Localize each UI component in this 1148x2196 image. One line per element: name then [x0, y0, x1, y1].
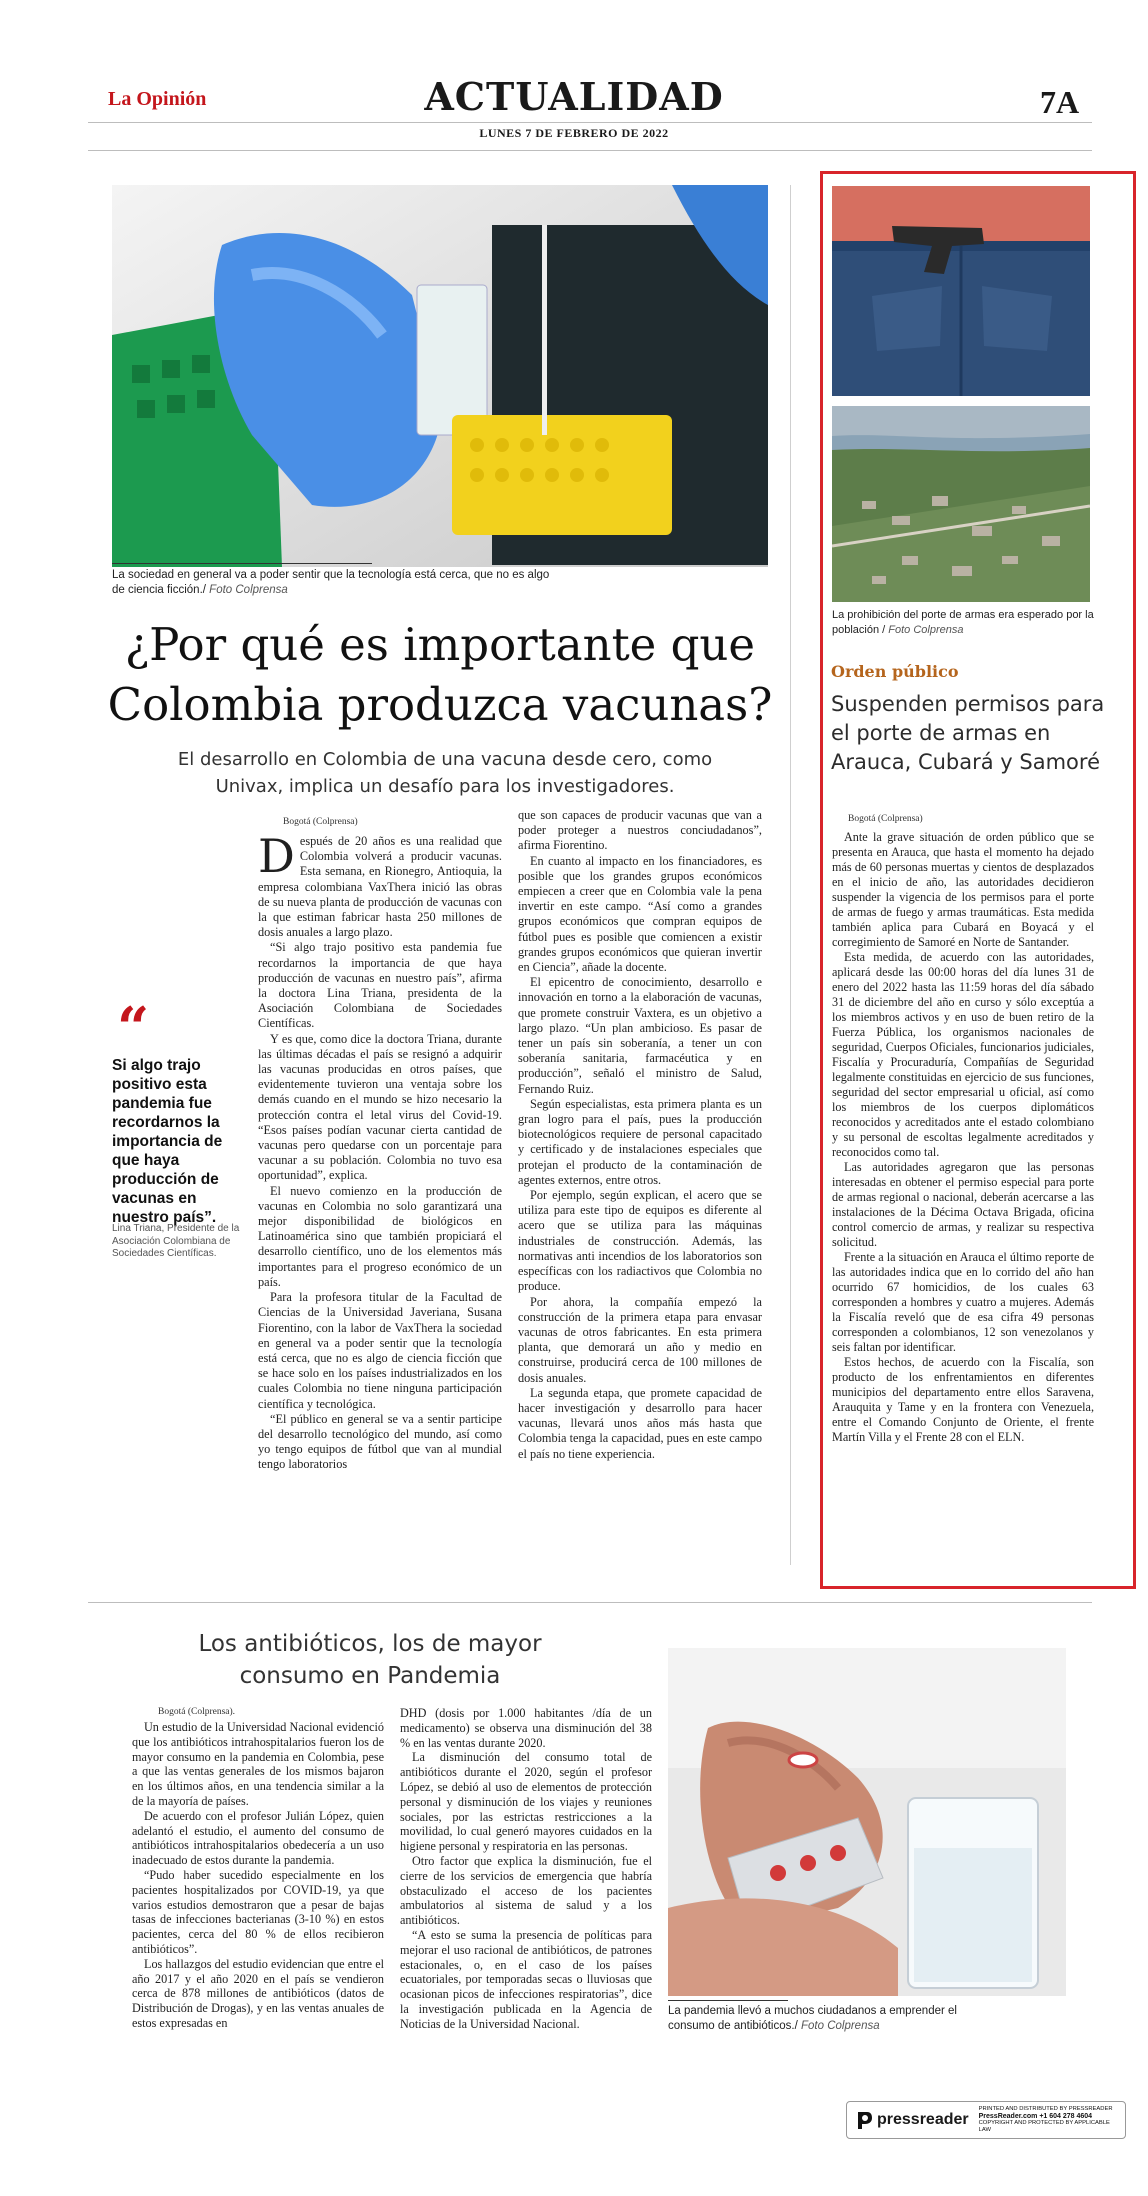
- bottom-column-2: [400, 1706, 652, 2032]
- paragraph: Para la profesora titular de la Facultad de Ciencias de la Universidad Javeriana, Susana Fiorentino, con la labor de VaxThera la sociedad en general va a poder sentir que la tecnología está cerca, que no es algo de ciencia ficción que se hace solo en los países industrializados en los cuales Colombia no tiene ninguna participación científica y tecnológica.: [258, 1290, 502, 1411]
- quote-mark-icon: “: [117, 995, 150, 1061]
- fineprint-line: COPYRIGHT AND PROTECTED BY APPLICABLE LAW: [978, 2120, 1110, 2133]
- paragraph: “A esto se suma la presencia de políticas para mejorar el uso racional de antibióticos, de patrones estacionales, o, en el caso de los países ecuatoriales, por temporadas secas o lluviosas que ocasionan picos de infecciones respiratorias”, dice la investigación publicada en la Agencia de Noticias de la Universidad Nacional.: [400, 1927, 652, 2031]
- bottom-section-rule: [88, 1602, 1092, 1603]
- paragraph: Esta medida, de acuerdo con las autoridades, aplicará desde las 00:00 horas del día lunes 31 de enero del 2022 hasta las 11:59 horas del día sábado 31 de diciembre del año en curso y sólo exceptúa a los miembros activos y en uso de buen retiro de la Fuerza Pública, los organismos nacionales de seguridad, Cuerpos Oficiales, funcionarios judiciales, Fiscalía y Procuraduría, Compañías de Seguridad legalmente constituidas en ejercicio de sus funciones, seguridad del sector empresarial u oficial, así como los miembros de los cuerpos diplomáticos reconocidos y acreditados ante el estado colombiano y su personal de escoltas legalmente acreditados y reconocidos como tal.: [832, 950, 1094, 1159]
- caption-credit: Foto Colprensa: [800, 2020, 880, 2032]
- caption-text: La pandemia llevó a muchos ciudadanos a emprender el consumo de antibióticos./: [668, 2005, 957, 2032]
- paragraph: Por ahora, la compañía empezó la construcción de la primera etapa para envasar vacunas de otros fabricantes. En esta primera planta, que demorará un año y medio en construirse, producirá cerca de 100 millones de dosis anuales.: [518, 1294, 762, 1385]
- paragraph: “Pudo haber sucedido especialmente en los pacientes hospitalizados por COVID-19, ya que varios estudios demostraron que a pesar de bajas tasas de infecciones bacterianas (3-10 %) en estos pacientes, cerca del 80 % de ellos recibieron antibióticos”.: [132, 1867, 384, 1956]
- bottom-headline: Los antibióticos, los de mayor consumo en Pandemia: [198, 1631, 542, 1689]
- caption-text: La prohibición del porte de armas era esperado por la población /: [832, 609, 1094, 636]
- article-byline: Bogotá (Colprensa): [283, 817, 358, 827]
- paragraph: La segunda etapa, que promete capacidad de hacer investigación y desarrollo para hacer vacunas, llevará unos años más hasta que Colombia tenga la capacidad, pues en este campo el país no tiene experiencia.: [518, 1385, 762, 1461]
- sidebar-byline: Bogotá (Colprensa): [848, 814, 923, 824]
- pull-quote-attribution: Lina Triana, Presidente de la Asociación Colombiana de Sociedades Científicas.: [112, 1223, 240, 1259]
- paragraph: El nuevo comienzo en la producción de vacunas en Colombia no solo garantizará una mejor disponibilidad de biológicos en Latinoamérica sino que también propiciará el desarrollo científico, uno de los elementos más importantes para el progreso económico de un país.: [258, 1183, 502, 1289]
- paragraph: El epicentro de conocimiento, desarrollo e innovación en torno a la elaboración de vacunas, que promete construir Vaxtera, es un objetivo a largo plazo. “Un plan ambicioso. Es pasar de tener un país sin soberanía, a tener un con soberanía sanitaria, farmacéutica y en producción”, señaló el ministro de Salud, Fernando Ruiz.: [518, 975, 762, 1096]
- section-title: ACTUALIDAD: [424, 74, 724, 119]
- paragraph: En cuanto al impacto en los financiadores, es posible que los grandes grupos económicos empiecen a creer que en Colombia vale la pena invertir en este campo. “Así como a grandes grupos económicos que compran equipos de fútbol pues es posible que comiencen a existir grandes grupos económicos que quieran invertir en Ciencia”, añade la docente.: [518, 853, 762, 975]
- pills-photo-caption: [668, 2004, 968, 2034]
- brand-logo: La Opinión: [108, 88, 207, 110]
- paragraph: Frente a la situación en Arauca el último reporte de las autoridades indica que en lo corrido del año han ocurrido 67 homicidios, de los cuales 63 corresponden a hombres y cuatro a mujeres. Además la Fiscalía reveló que de esa cifra 49 personas corresponden a colombianos, 12 son venezolanos y seis faltan por identificar.: [832, 1250, 1094, 1354]
- bottom-column-1: [132, 1720, 384, 2031]
- paragraph: Otro factor que explica la disminución, fue el cierre de los servicios de emergencia que habría obstaculizado el acceso de los pacientes ambulatorios al sistema de salud y a los antibióticos.: [400, 1853, 652, 1928]
- paragraph: DHD (dosis por 1.000 habitantes /día de un medicamento) se observa una disminución del 38 % en las ventas durante 2020.: [400, 1706, 652, 1750]
- sidebar-photo-caption: [832, 608, 1094, 638]
- pull-quote: Si algo trajo positivo esta pandemia fue recordarnos la importancia de que haya producción de vacunas en nuestro país”.: [112, 1057, 223, 1226]
- gun-photo: [832, 186, 1090, 396]
- drop-cap: D: [258, 829, 295, 883]
- pressreader-logo: [855, 2110, 969, 2130]
- paragraph: Un estudio de la Universidad Nacional evidenció que los antibióticos intrahospitalarios fueron los de mayor consumo en la pandemia en Colombia, pese a que las ventas generales de los mismos bajaron en los últimos años, en una tendencia similar a la de la mayoría de países.: [132, 1720, 384, 1808]
- paragraph: La disminución del consumo total de antibióticos durante el 2020, según el profesor López, se debió al uso de elementos de protección personal y disminución de los viajes y reuniones sociales, por las estrictas restricciones a la movilidad, lo cual generó mayores cuidados en la higiene personal y respiratoria en las personas.: [400, 1750, 652, 1854]
- pressreader-badge: [846, 2101, 1126, 2139]
- page-number: 7A: [1040, 84, 1080, 120]
- issue-date: LUNES 7 DE FEBRERO DE 2022: [479, 126, 669, 140]
- paragraph: que son capaces de producir vacunas que van a poder proteger a nuestros conciudadanos”, afirma Fiorentino.: [518, 808, 762, 853]
- caption-rule: [112, 563, 372, 564]
- paragraph: Según especialistas, esta primera planta es un gran logro para el país, pues la producción biotecnológicos requiere de personal capacitado y certificado y de instalaciones especiales que protejan el producto de la contaminación de agentes externos, entre otros.: [518, 1096, 762, 1187]
- column-divider: [790, 185, 791, 1565]
- aerial-town-photo: [832, 406, 1090, 602]
- pressreader-logo-text: pressreader: [877, 2111, 969, 2128]
- fineprint-line: PRINTED AND DISTRIBUTED BY PRESSREADER: [978, 2106, 1113, 2112]
- article-column-1: [258, 829, 502, 1473]
- pressreader-fineprint: [979, 2106, 1117, 2134]
- paragraph: “El público en general se va a sentir participe del desarrollo tecnológico del mundo, así como yo tengo equipos de fútbol que van al mundial tengo laboratorios: [258, 1411, 502, 1472]
- paragraph: espués de 20 años es una realidad que Colombia volverá a producir vacunas. Esta semana, en Rionegro, Antioquia, la empresa colombiana VaxThera inició las obras de su nueva planta de producción de vacunas con la que estiman fabricar hasta 250 millones de dosis anuales a largo plazo.: [258, 834, 502, 940]
- article-headline: ¿Por qué es importante que Colombia produzca vacunas?: [107, 618, 773, 731]
- article-subhead: El desarrollo en Colombia de una vacuna desde cero, como Univax, implica un desafío para los investigadores.: [177, 749, 713, 797]
- main-photo-caption: [112, 568, 552, 598]
- masthead-rule: [88, 122, 1092, 123]
- pressreader-icon: [855, 2110, 873, 2130]
- paragraph: Ante la grave situación de orden público que se presenta en Arauca, que hasta el momento ha dejado más de 60 personas muertas y cientos de desplazados en el inicio de año, las autoridades decidieron suspender la vigencia de los permisos para el porte de armas de fuego y armas traumáticas. Esta medida también aplica para Cubará en Boyacá y el corregimiento de Samoré en Norte de Santander.: [832, 830, 1094, 949]
- paragraph: Por ejemplo, según explican, el acero que se utiliza para este tipo de equipos es diferente al acero que se utiliza para las máquinas industriales de construcción. Además, las normativas anti incendios de los laboratorios son específicas con los radiactivos que Colombia no produce.: [518, 1188, 762, 1294]
- paragraph: Estos hechos, de acuerdo con la Fiscalía, son producto de los enfrentamientos en diferentes municipios del departamento entre ellos Saravena, Arauquita y Tame y en la frontera con Venezuela, entre el Comando Conjunto de Oriente, el frente Martín Villa y el Frente 28 con el ELN.: [832, 1355, 1094, 1444]
- article-column-2: [518, 808, 762, 1462]
- paragraph: Los hallazgos del estudio evidencian que entre el año 2017 y el año 2020 en el país se vendieron cerca de 878 millones de antibióticos (datos de Distribución de Drogas), y en las ventas anuales de estos expresadas en: [132, 1956, 384, 2030]
- caption-credit: Foto Colprensa: [888, 624, 964, 636]
- caption-rule: [668, 2000, 788, 2001]
- paragraph: De acuerdo con el profesor Julián López, quien adelantó el estudio, el aumento del consumo de antibióticos intrahospitalarios obedecería a un uso inadecuado de estos durante la pandemia.: [132, 1808, 384, 1868]
- sidebar-kicker: Orden público: [831, 662, 959, 681]
- lab-photo: [112, 185, 768, 567]
- caption-text: La sociedad en general va a poder sentir que la tecnología está cerca, que no es algo de ciencia ficción./: [112, 569, 550, 596]
- paragraph: Las autoridades agregaron que las personas interesadas en obtener el permiso especial para porte de armas regional o nacional, deberán acercarse a las instalaciones de la Décima Octava Brigada, oficina control comercio de armas, y realizar su respectiva solicitud.: [832, 1160, 1094, 1249]
- paragraph: Y es que, como dice la doctora Triana, durante las últimas décadas el país se resignó a adquirir las vacunas producidas en otros países, que evidentemente tuvieron una ventaja sobre los demás cuando en el mundo se hizo necesario la protección contra el letal virus del Covid-19. “Esos países podían vacunar cierta cantidad de vacunas pero quedarse con un porcentaje para vacunar a su población. Colombia no tuvo esa oportunidad”, explica.: [258, 1031, 502, 1183]
- fineprint-line: PressReader.com +1 604 278 4604: [978, 2113, 1093, 2120]
- sidebar-body: [832, 830, 1094, 1445]
- masthead-rule-lower: [88, 150, 1092, 151]
- sidebar-headline: Suspenden permisos para el porte de armas en Arauca, Cubará y Samoré: [831, 692, 1105, 774]
- caption-credit: Foto Colprensa: [209, 584, 288, 596]
- pills-photo: [668, 1648, 1066, 1996]
- bottom-byline: Bogotá (Colprensa).: [158, 1707, 236, 1717]
- paragraph: “Si algo trajo positivo esta pandemia fue recordarnos la importancia de que haya producción de vacunas en nuestro país”, afirma la doctora Lina Triana, presidenta de la Asociación Colombiana de Sociedades Científicas.: [258, 940, 502, 1031]
